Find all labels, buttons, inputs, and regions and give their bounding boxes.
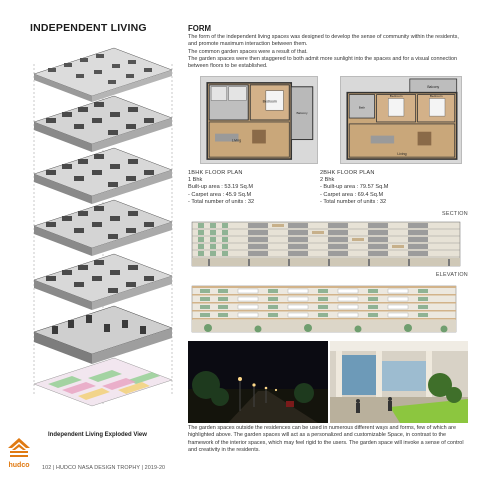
svg-text:Balcony: Balcony [296, 111, 308, 116]
svg-text:Bedroom: Bedroom [262, 99, 277, 104]
plan-info-type: 2 Bhk [320, 177, 335, 184]
svg-text:Living: Living [231, 138, 242, 143]
floor-plan-2bhk [340, 76, 462, 164]
night-garden-render [188, 341, 328, 423]
form-heading: FORM [188, 24, 211, 33]
svg-text:Bedroom: Bedroom [389, 94, 403, 99]
svg-text:Living: Living [397, 152, 407, 157]
section-label: SECTION [441, 211, 468, 217]
plan-info-type: 1 Bhk [188, 177, 203, 184]
plan-info-carpet: - Carpet area : 69.4 Sq.M [320, 191, 384, 198]
svg-text:hudco: hudco [8, 462, 30, 469]
elevation-label: ELEVATION [435, 272, 468, 278]
page-title: INDEPENDENT LIVING [30, 22, 147, 34]
plan-info-units: - Total number of units : 32 [188, 198, 255, 205]
svg-text:Balcony: Balcony [427, 84, 440, 89]
elevation-drawing [188, 282, 468, 338]
plan-info-title: 2BHK FLOOR PLAN [320, 170, 375, 176]
plan-info-carpet: - Carpet area : 45.9 Sq.M [188, 191, 252, 198]
form-paragraph: The garden spaces were then staggered to both admit more sunlight into the spaces and for a visual connection between floors to be established. [188, 55, 458, 70]
plan-info-title: 1BHK FLOOR PLAN [188, 170, 243, 176]
floor-plan-1bhk [200, 76, 318, 164]
plan-info-units: - Total number of units : 32 [320, 198, 387, 205]
hudco-logo [6, 436, 32, 470]
form-description [188, 34, 460, 70]
exploded-view-illustration [28, 44, 178, 424]
section-drawing [188, 218, 468, 270]
garden-description: The garden spaces outside the residences can be used in numerous different ways and forms, few of which are highlighted above. The garden spaces will act as a personalized and customizable Space, in contrast to the framework of the interior spaces, which may feel rigid to the users. The garden space will invoke a sense of control and creativity in the residents. [188, 425, 464, 454]
form-paragraph: The common garden spaces were a result of that. [188, 48, 308, 55]
svg-text:Bedroom: Bedroom [429, 94, 443, 99]
plan-info-1bhk [188, 170, 254, 206]
exploded-view-caption: Independent Living Exploded View [48, 432, 147, 438]
svg-text:Bath: Bath [358, 105, 366, 110]
plan-info-builtup: Built-up area : 53.19 Sq.M [188, 184, 253, 191]
page-footer: 102 | HUDCO NASA DESIGN TROPHY | 2019-20 [42, 465, 166, 471]
courtyard-garden-render [330, 341, 468, 423]
plan-info-2bhk [320, 170, 388, 206]
plan-info-builtup: - Built-up area : 79.57 Sq.M [320, 184, 389, 191]
form-paragraph: The form of the independent living spaces was designed to develop the sense of community within the residents, and promote maximum interaction between them. [188, 34, 459, 48]
